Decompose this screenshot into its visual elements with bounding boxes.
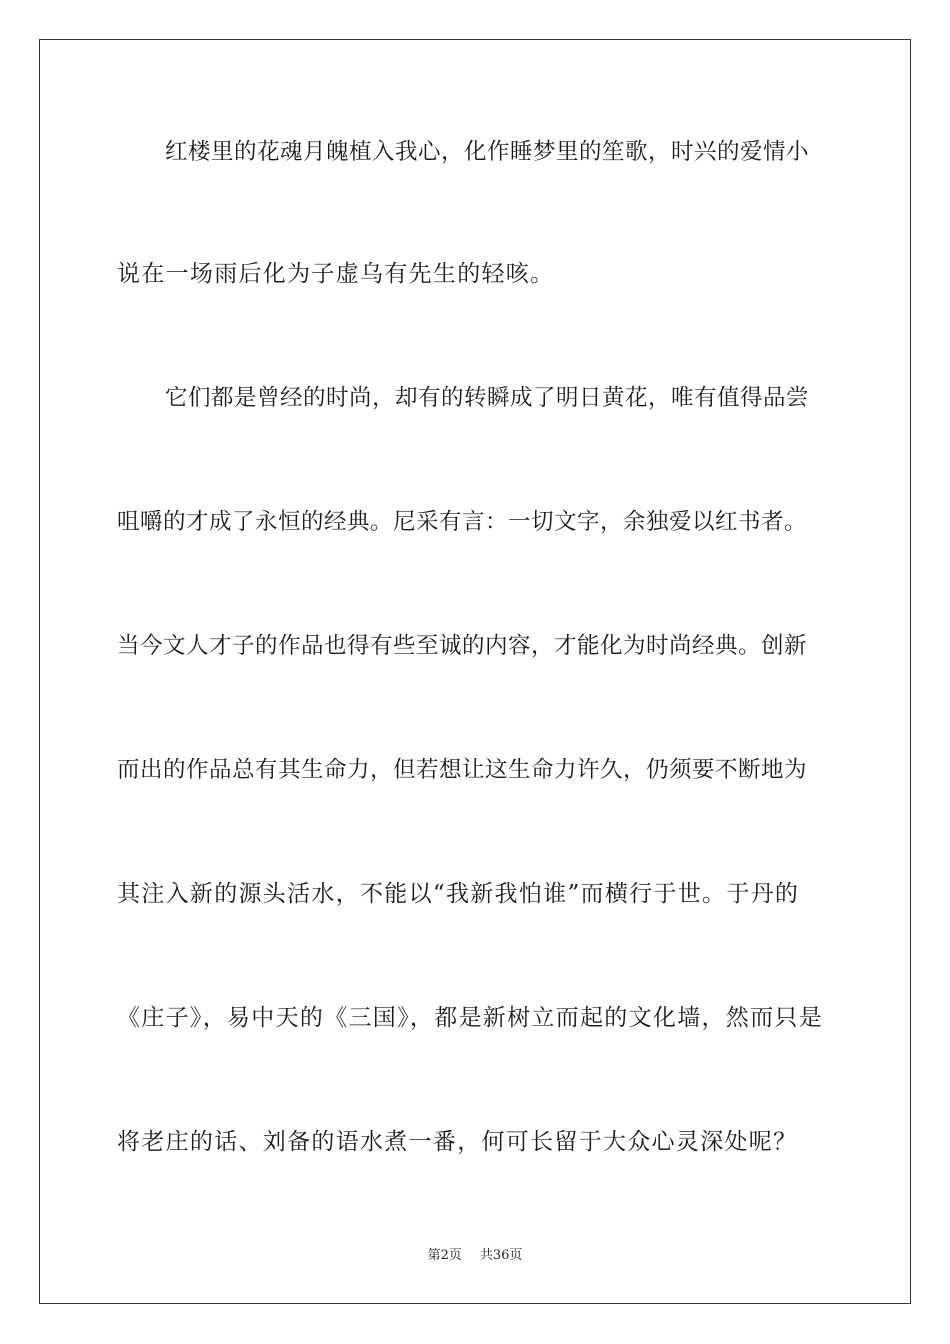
- paragraph-1-line-1: 红楼里的花魂月魄植入我心，化作睡梦里的笙歌，时兴的爱情小: [165, 139, 810, 165]
- page-border: [39, 39, 911, 1304]
- paragraph-1-line-2: 说在一场雨后化为子虚乌有先生的轻咳。: [117, 261, 555, 287]
- page-number: 第2页: [427, 1248, 462, 1263]
- paragraph-2-line-6: 《庄子》，易中天的《三国》，都是新树立而起的文化墙，然而只是: [117, 1005, 823, 1031]
- paragraph-2-line-2: 咀嚼的才成了永恒的经典。尼采有言：一切文字，余独爱以红书者。: [117, 509, 808, 535]
- paragraph-2-line-7: 将老庄的话、刘备的语水煮一番，何可长留于大众心灵深处呢？: [117, 1129, 798, 1155]
- paragraph-2-line-1: 它们都是曾经的时尚，却有的转瞬成了明日黄花，唯有值得品尝: [165, 385, 810, 411]
- paragraph-2-line-3: 当今文人才子的作品也得有些至诚的内容，才能化为时尚经典。创新: [117, 633, 808, 659]
- page-footer: [0, 1247, 950, 1265]
- paragraph-2-line-5: 其注入新的源头活水，不能以“我新我怕谁”而横行于世。于丹的: [117, 881, 800, 907]
- paragraph-2-line-4: 而出的作品总有其生命力，但若想让这生命力许久，仍须要不断地为: [117, 757, 808, 783]
- page-total: 共36页: [479, 1248, 523, 1263]
